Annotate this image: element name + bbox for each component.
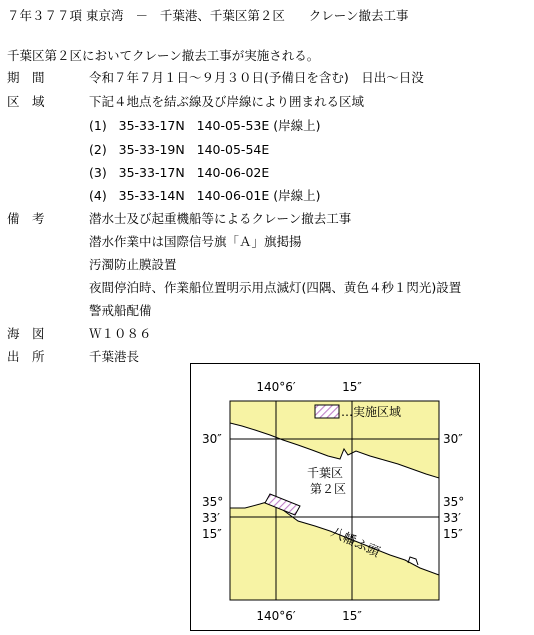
area-value: 下記４地点を結ぶ線及び岸線により囲まれる区域: [89, 94, 365, 109]
area-point-1: (1) 35-33-17N 140-05-53E (岸線上): [89, 118, 321, 133]
remark-line-5: 警戒船配備: [89, 303, 152, 318]
title-dash: －: [135, 8, 148, 23]
notice-area: 東京湾: [86, 8, 124, 23]
notice-subject: クレーン撤去工事: [308, 8, 409, 23]
lon-bottom-left: 140°6′: [256, 609, 296, 623]
lat-30-right: 30″: [443, 432, 463, 446]
area-point-3: (3) 35-33-17N 140-06-02E: [89, 165, 270, 180]
lon-top-left: 140°6′: [256, 380, 296, 394]
source-label: 出 所: [7, 349, 45, 364]
legend-label: …実施区域: [341, 405, 402, 419]
remark-line-1: 潜水士及び起重機船等によるクレーン撤去工事: [89, 211, 352, 226]
lat-15-left: 15″: [202, 527, 222, 541]
lat-35-left: 35°: [202, 495, 224, 509]
lat-30-left: 30″: [202, 432, 222, 446]
lat-15-right: 15″: [443, 527, 463, 541]
lat-35-right: 35°: [443, 495, 465, 509]
district-label-2: 第２区: [310, 482, 347, 496]
remark-line-2: 潜水作業中は国際信号旗「Ａ」旗掲揚: [89, 234, 302, 249]
remark-line-3: 汚濁防止膜設置: [89, 257, 177, 272]
period-value: 令和７年７月１日～９月３０日(予備日を含む) 日出～日没: [89, 70, 424, 85]
period-label: 期 間: [7, 70, 45, 85]
pier-label: 八幡ふ頭: [328, 525, 382, 561]
notice-title: [7, 8, 409, 24]
intro-text: 千葉区第２区においてクレーン撤去工事が実施される。: [7, 48, 320, 63]
area-label: 区 域: [7, 94, 45, 109]
notice-number: ７年３７７項: [7, 8, 83, 23]
legend-swatch: [315, 405, 339, 418]
location-map: [190, 363, 480, 631]
area-point-4: (4) 35-33-14N 140-06-01E (岸線上): [89, 188, 321, 203]
remark-line-4: 夜間停泊時、作業船位置明示用点滅灯(四隅、黄色４秒１閃光)設置: [89, 280, 462, 295]
chart-label: 海 図: [7, 326, 45, 341]
lat-33-right: 33′: [443, 511, 461, 525]
notice-place: 千葉港、千葉区第２区: [159, 8, 285, 23]
source-value: 千葉港長: [89, 349, 140, 364]
lat-33-left: 33′: [202, 511, 220, 525]
area-point-2: (2) 35-33-19N 140-05-54E: [89, 142, 270, 157]
chart-value: Ｗ１０８６: [89, 326, 152, 341]
lon-bottom-right: 15″: [342, 609, 362, 623]
remarks-label: 備 考: [7, 211, 45, 226]
district-label-1: 千葉区: [307, 466, 344, 480]
lon-top-right: 15″: [342, 380, 362, 394]
